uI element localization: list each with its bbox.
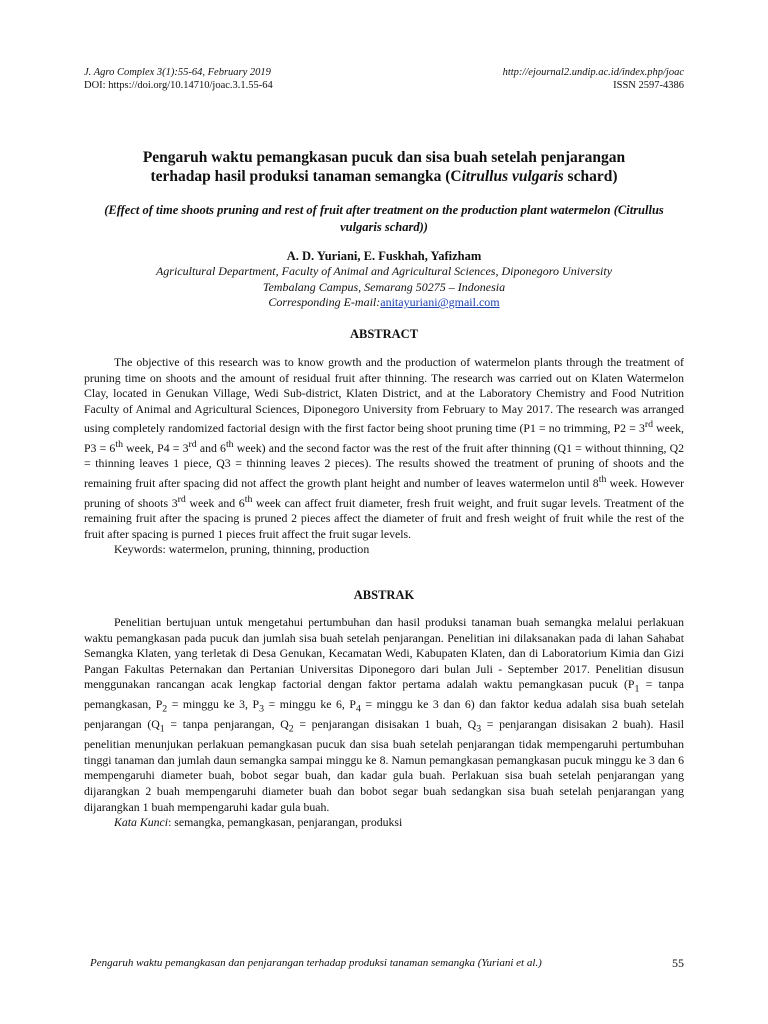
abstract-body: [84, 355, 684, 558]
abstrak-paragraph: Penelitian bertujuan untuk mengetahui pertumbuhan dan hasil produksi tanaman buah semangka melalui perlakuan waktu pemangkasan pada pucuk dan jumlah sisa buah setelah penjarangan. Penelitian ini dilaksanakan pada di lahan Sahabat Semangka Klaten, yang terletak di Desa Genukan, Kecamatan Wedi, Kabupaten Klaten, dan di Laboratorium Kimia dan Gizi Pangan Fakultas Peternakan dan Pertanian Universitas Diponegoro dari bulan Juli - September 2017. Penelitian disusun menggunakan rancangan acak lengkap factorial dengan faktor pertama adalah waktu pemangkasan pucuk ($P_1$ = tanpa pemangkasan, $P_2$ = minggu ke 3, $P_3$ = minggu ke 6, $P_4$ = minggu ke 3 dan 6) dan faktor kedua adalah sisa buah setelah penjarangan ($Q_1$ = tanpa penjarangan, $Q_2$ = penjarangan disisakan 1 buah, $Q_3$ = penjarangan disisakan 2 buah). Hasil penelitian menunjukan perlakuan pemangkasan pucuk dan sisa buah setelah penjarangan tidak mempengaruhi pertumbuhan tinggi tanaman dan jumlah daun semangka sampai minggu ke 8. Namun pemangkasan pemangkasan pucuk minggu ke 3 dan 6 mempengaruhi diameter buah, bobot segar buah, dan kadar gula buah. Perlakuan sisa buah setelah penjarangan yang dijarangkan 2 buah mempengaruhi diameter buah dan bobot segar buah sedangkan sisa buah setelah penjarangan yang dijarangkan 1 buah mempengaruhi kadar gula buah.: [84, 615, 684, 814]
journal-citation: J. Agro Complex 3(1):55-64, February 2019: [84, 67, 271, 78]
english-title: (Effect of time shoots pruning and rest of fruit after treatment on the production plant watermelon (Citrullus vulgaris schard)): [104, 203, 664, 234]
kata-kunci-label: Kata Kunci: [114, 815, 169, 830]
doi[interactable]: DOI: https://doi.org/10.14710/joac.3.1.55-64: [84, 80, 273, 91]
kata-kunci: [84, 815, 684, 831]
issn: ISSN 2597-4386: [613, 80, 684, 91]
running-header: [84, 66, 684, 92]
page-number: 55: [672, 956, 684, 970]
abstrak-heading: ABSTRAK: [353, 588, 415, 602]
title-line-2: [84, 167, 684, 186]
affiliation-line-1: Agricultural Department, Faculty of Animal and Agricultural Sciences, Diponegoro University: [155, 264, 613, 278]
title-text-end: schard): [563, 168, 618, 185]
corresponding-email: [84, 295, 684, 311]
authors: A. D. Yuriani, E. Fuskhah, Yafizham: [286, 249, 482, 263]
kata-kunci-text: : semangka, pemangkasan, penjarangan, produksi: [168, 815, 403, 830]
title-text: terhadap hasil produksi tanaman semangka (C: [150, 168, 462, 185]
email-link[interactable]: anitayuriani@gmail.com: [380, 295, 500, 309]
abstrak-body: [84, 615, 684, 831]
affiliation-line-2: Tembalang Campus, Semarang 50275 – Indonesia: [262, 279, 506, 294]
footer-citation: Pengaruh waktu pemangkasan dan penjarangan terhadap produksi tanaman semangka (Yuriani et al.): [90, 957, 542, 969]
email-label: Corresponding E-mail:: [268, 295, 381, 309]
keywords: Keywords: watermelon, pruning, thinning, production: [114, 542, 370, 557]
abstract-paragraph: The objective of this research was to know growth and the production of watermelon plants through the treatment of pruning time on shoots and the amount of residual fruit after thinning. The research was carried out on Klaten Watermelon Clay, located in Genukan Village, Wedi Sub-district, Klaten District, and at the Laboratory Chemistry and Food Nutrition Faculty of Animal and Agricultural Sciences, Diponegoro University from February to May 2017. The research was arranged using completely randomized factorial design with the first factor being shoot pruning time (P1 = no trimming, P2 = 3rd week, P3 = 6th week, P4 = 3rd and 6th week) and the second factor was the rest of the fruit after thinning (Q1 = without thinning, Q2 = thinning leaves 1 piece, Q3 = thinning leaves 2 pieces). The results showed the treatment of pruning of shoots and the remaining fruit after spacing did not affect the growth plant height and number of leaves watermelon until 8th week. However pruning of shoots 3rd week and 6th week can affect fruit diameter, fresh fruit weight, and fruit sugar levels. Treatment of the remaining fruit after the spacing is pruned 2 pieces affect the diameter of fruit and fresh weight of fruit while the rest of the fruit after spacing is purned 1 pieces fruit affect the fruit sugar levels.: [84, 355, 684, 541]
paper-title: [84, 148, 684, 186]
journal-url[interactable]: http://ejournal2.undip.ac.id/index.php/joac: [502, 67, 684, 78]
title-line-1: Pengaruh waktu pemangkasan pucuk dan sisa buah setelah penjarangan: [142, 149, 626, 166]
affiliation: [84, 264, 684, 311]
running-footer: [90, 956, 684, 970]
title-species: itrullus vulgaris: [461, 168, 564, 185]
abstract-heading: ABSTRACT: [349, 327, 419, 341]
